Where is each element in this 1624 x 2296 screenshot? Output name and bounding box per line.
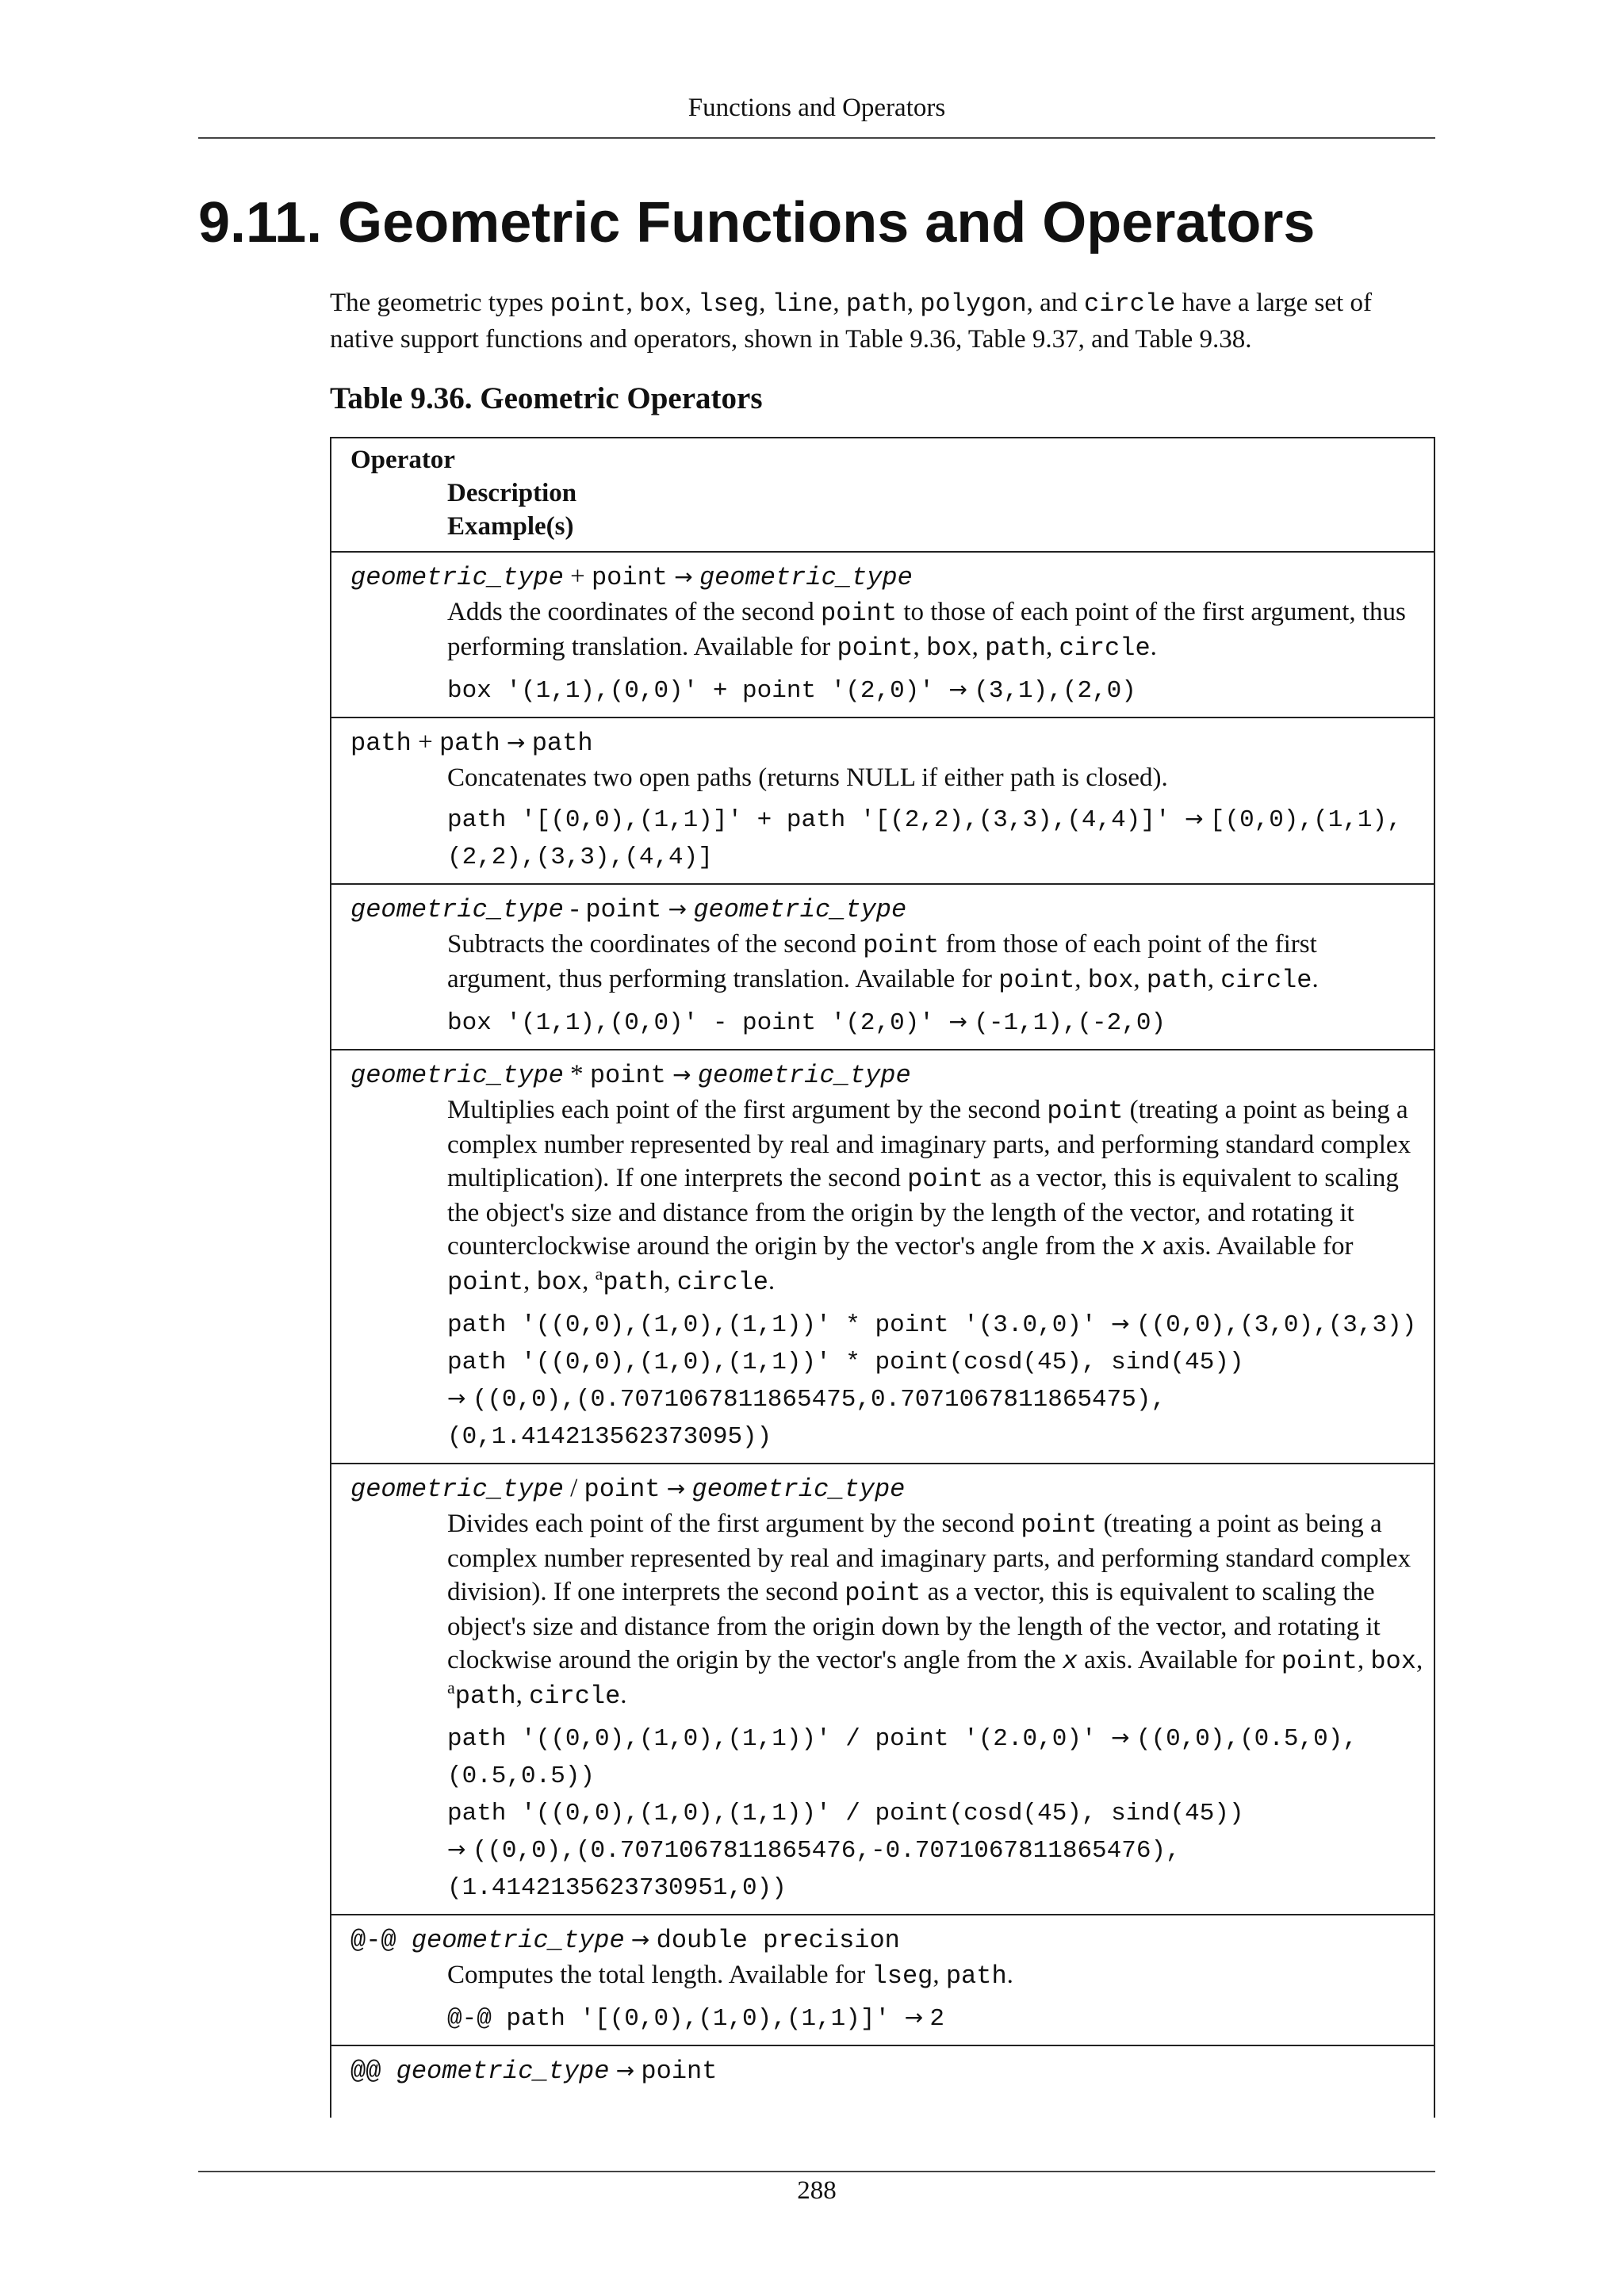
intro-text: The geometric types [330, 289, 550, 317]
operator-description [350, 1093, 1434, 1299]
desc-code: path [1146, 966, 1208, 995]
example-expr: path '((0,0),(1,0),(1,1))' / point '(2.0,0)' [447, 1725, 1112, 1753]
page-number: 288 [797, 2176, 837, 2205]
sig-operator: / [563, 1474, 584, 1502]
arrow-icon: → [507, 729, 526, 756]
sep: , [971, 633, 986, 661]
desc-code: x [1140, 1233, 1156, 1262]
desc-code: circle [1059, 633, 1151, 663]
type-line: line [772, 289, 833, 319]
arrow-icon: → [1111, 1724, 1130, 1751]
sep: , [1415, 1646, 1423, 1674]
sig-return-type: geometric_type [693, 895, 907, 924]
arrow-icon: → [904, 2004, 924, 2030]
desc-code: point [845, 1578, 921, 1608]
sig-return-type: path [531, 729, 593, 758]
example-expr: path '[(0,0),(1,1)]' + path '[(2,2),(3,3),(4,4)]' [447, 806, 1185, 834]
desc-text: . [768, 1267, 776, 1295]
section-title: 9.11. Geometric Functions and Operators [198, 191, 1316, 254]
operator-signature [350, 1471, 1434, 1507]
sig-arg-type: geometric_type [350, 563, 564, 592]
desc-text: Computes the total length. Available for [447, 1961, 872, 1989]
arrow-icon: → [666, 1475, 686, 1502]
header-description: Description [447, 479, 577, 507]
arrow-icon: → [668, 896, 688, 922]
sig-arg-type: geometric_type [350, 1061, 564, 1090]
sep: , [1357, 1646, 1371, 1674]
desc-code: path [945, 1961, 1007, 1991]
arrow-icon: → [674, 564, 693, 590]
example-expr: path '((0,0),(1,0),(1,1))' * point '(3.0,0)' [447, 1311, 1112, 1339]
type-path: path [845, 289, 907, 319]
operator-example [350, 1343, 1434, 1455]
operator-example [350, 801, 1434, 875]
desc-code: x [1062, 1647, 1078, 1676]
example-result: ((0,0),(0.7071067811865475,0.7071067811865475),(0,1.414213562373095)) [447, 1386, 1166, 1451]
sep: , [684, 289, 699, 317]
sig-return-type: geometric_type [699, 563, 913, 592]
arrow-icon: → [447, 1836, 466, 1862]
operator-example [350, 1004, 1434, 1041]
sig-return-type: double precision [656, 1926, 900, 1955]
operator-example [350, 672, 1434, 709]
operator-example [350, 1306, 1434, 1343]
example-result: 2 [929, 2005, 945, 2033]
desc-text: Subtracts the coordinates of the second [447, 930, 864, 959]
footnote-mark: a [447, 1678, 455, 1697]
sig-operator: * [563, 1060, 590, 1089]
operator-signature [350, 725, 1434, 761]
example-result: ((0,0),(0.7071067811865476,-0.7071067811865476),(1.4142135623730951,0)) [447, 1837, 1181, 1902]
intro-text-end: have a large set of native support functions and operators, shown in Table 9.36, Table 9.37, and Table 9.38. [330, 289, 1372, 354]
intro-paragraph [330, 285, 1440, 357]
desc-code: point [1047, 1096, 1124, 1126]
desc-text: axis. Available for [1077, 1646, 1281, 1674]
sep: , [626, 289, 640, 317]
sep: , [1045, 633, 1059, 661]
operator-example [350, 1999, 1434, 2037]
table-row [331, 1050, 1434, 1464]
sep: , [523, 1267, 537, 1295]
example-expr: path '((0,0),(1,0),(1,1))' / point(cosd(45), sind(45)) [447, 1800, 1244, 1827]
desc-text: . [1312, 965, 1319, 993]
type-point: point [550, 289, 626, 319]
type-lseg: lseg [698, 289, 760, 319]
sig-arg-type: geometric_type [411, 1926, 625, 1955]
arrow-icon: → [1185, 806, 1204, 832]
sep: , [913, 633, 927, 661]
sig-operator: + [563, 562, 592, 591]
desc-text: . [620, 1681, 627, 1709]
sig-return-type: point [641, 2057, 718, 2086]
desc-code: circle [1220, 966, 1312, 995]
type-polygon: polygon [920, 289, 1027, 319]
table-row [331, 885, 1434, 1050]
operator-signature [350, 891, 1434, 928]
desc-code: point [1281, 1647, 1358, 1676]
desc-text: (treating a point as being a complex number represented by real and imaginary parts, and performing standard complex multiplication). If one interprets the second [447, 1096, 1411, 1192]
example-expr: @-@ path '[(0,0),(1,0),(1,1)]' [447, 2005, 905, 2033]
desc-code: point [821, 599, 898, 628]
desc-text: axis. Available for [1155, 1232, 1354, 1261]
operator-signature [350, 1922, 1434, 1958]
desc-code: point [837, 633, 914, 663]
sig-arg-type: point [584, 1475, 661, 1504]
table-row [331, 1915, 1434, 2046]
example-expr: path '((0,0),(1,0),(1,1))' * point(cosd(45), sind(45)) [447, 1349, 1244, 1376]
operator-description [350, 928, 1434, 997]
sep: , [582, 1267, 596, 1295]
operator-signature [350, 2053, 1434, 2089]
footnote-mark: a [595, 1264, 603, 1284]
sig-arg-type: geometric_type [396, 2057, 610, 2086]
desc-code: box [1087, 966, 1134, 995]
type-circle: circle [1084, 289, 1176, 319]
desc-code: circle [529, 1682, 621, 1711]
sep: , [906, 289, 921, 317]
example-result: ((0,0),(3,0),(3,3)) [1136, 1311, 1417, 1339]
operator-signature [350, 559, 1434, 595]
example-result: ((0,0),(0.5,0),(0.5,0.5)) [447, 1725, 1358, 1790]
example-result: [(0,0),(1,1),(2,2),(3,3),(4,4)] [447, 806, 1402, 871]
sig-operator: @-@ [350, 1926, 412, 1955]
desc-code: point [998, 966, 1075, 995]
desc-text: . [1006, 1961, 1013, 1989]
sig-operator: + [411, 728, 439, 756]
table-row [331, 718, 1434, 885]
sep: , and [1026, 289, 1085, 317]
desc-code: box [926, 633, 972, 663]
sep: , [1207, 965, 1221, 993]
desc-text: to those of each point of the first argument, thus performing translation. Available for [447, 598, 1406, 661]
geometric-operators-table [330, 437, 1435, 2118]
arrow-icon: → [672, 1062, 691, 1088]
sep: , [759, 289, 772, 317]
operator-description: Concatenates two open paths (returns NULL if either path is closed). [447, 763, 1168, 792]
running-header: Functions and Operators [688, 94, 946, 122]
arrow-icon: → [948, 676, 967, 702]
desc-code: point [863, 931, 940, 960]
operator-description [350, 1507, 1434, 1713]
example-expr: box '(1,1),(0,0)' - point '(2,0)' [447, 1009, 949, 1037]
desc-text: (treating a point as being a complex number represented by real and imaginary parts, and performing standard complex division). If one interprets the second [447, 1510, 1411, 1606]
desc-code: path [454, 1682, 516, 1711]
desc-code: point [447, 1268, 524, 1297]
sig-arg-type: point [585, 895, 662, 924]
arrow-icon: → [948, 1008, 967, 1035]
table-row [331, 553, 1434, 718]
sig-arg-type: path [350, 729, 412, 758]
operator-example [350, 1794, 1434, 1906]
sig-arg-type: point [591, 563, 668, 592]
desc-code: box [536, 1268, 583, 1297]
sig-return-type: geometric_type [697, 1061, 911, 1090]
table-row [331, 1464, 1434, 1915]
sig-arg-type: geometric_type [350, 895, 564, 924]
desc-code: path [603, 1268, 665, 1297]
footer-rule [198, 2171, 1435, 2172]
desc-code: circle [676, 1268, 768, 1297]
desc-text: as a vector, this is equivalent to scaling the object's size and distance from the origin by the length of the vector, and rotating it counterclockwise around the origin by the vector's angle from the [447, 1164, 1399, 1261]
operator-description [350, 595, 1434, 665]
header-examples: Example(s) [447, 512, 574, 541]
desc-text: as a vector, this is equivalent to scaling the object's size and distance from the origin down by the length of the vector, and rotating it clockwise around the origin by the vector's angle from the [447, 1578, 1381, 1674]
operator-example [350, 1720, 1434, 1794]
example-result: (3,1),(2,0) [974, 677, 1136, 705]
desc-code: path [985, 633, 1046, 663]
table-caption: Table 9.36. Geometric Operators [330, 381, 763, 415]
arrow-icon: → [630, 1927, 650, 1953]
sig-arg-type: point [589, 1061, 666, 1090]
arrow-icon: → [1111, 1311, 1130, 1337]
example-result: (-1,1),(-2,0) [974, 1009, 1166, 1037]
operator-description [350, 1958, 1434, 1993]
sep: , [833, 289, 846, 317]
desc-text: from those of each point of the first argument, thus performing translation. Available for [447, 930, 1317, 993]
sep: , [664, 1267, 677, 1295]
sep: , [1074, 965, 1088, 993]
desc-text: . [1150, 633, 1157, 661]
sig-arg-type: path [439, 729, 500, 758]
operator-signature [350, 1057, 1434, 1093]
sig-operator: @@ [350, 2057, 396, 2086]
desc-text: Multiplies each point of the first argument by the second [447, 1096, 1048, 1124]
desc-text: Adds the coordinates of the second [447, 598, 822, 626]
desc-code: point [907, 1165, 984, 1194]
sep: , [515, 1681, 530, 1709]
desc-code: point [1021, 1510, 1097, 1540]
sep: , [1133, 965, 1147, 993]
desc-code: box [1370, 1647, 1416, 1676]
header-rule [198, 137, 1435, 139]
sep: , [933, 1961, 946, 1989]
table-row [331, 2046, 1434, 2097]
header-operator: Operator [350, 446, 455, 474]
sig-operator: - [563, 894, 586, 923]
table-header-row [331, 438, 1434, 553]
desc-text: Divides each point of the first argument by the second [447, 1510, 1021, 1538]
arrow-icon: → [447, 1385, 466, 1411]
sig-return-type: geometric_type [691, 1475, 906, 1504]
sig-arg-type: geometric_type [350, 1475, 564, 1504]
example-expr: box '(1,1),(0,0)' + point '(2,0)' [447, 677, 949, 705]
type-box: box [639, 289, 685, 319]
desc-code: lseg [871, 1961, 933, 1991]
arrow-icon: → [615, 2057, 635, 2084]
